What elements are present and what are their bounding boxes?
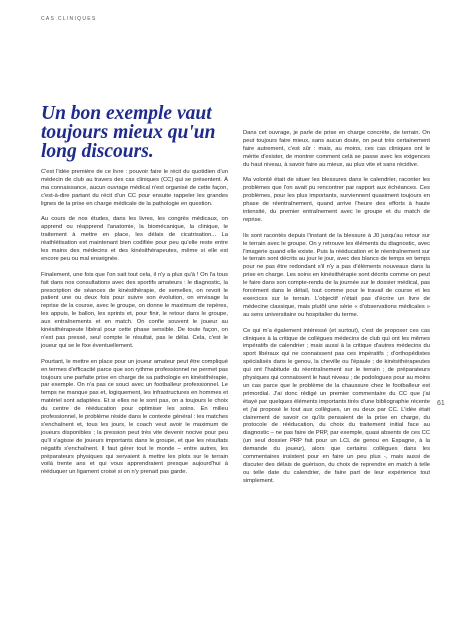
paragraph: Au cours de nos études, dans les livres, les congrès médicaux, on apprend ou réapprend l'anatomie, la biomécanique, la clinique, le traitement à mettre en place, les délais de cicatrisation... La réathlétisation est maintenant bien codifiée pour peu qu'elle reste entre les mains des médecins et des kinésithérapeutes, même si elle est encore peu ou mal enseignée. — [41, 216, 228, 262]
paragraph: Ce qui m'a également intéressé (et surtout), c'est de proposer ces cas cliniques à la critique de collègues médecins de club qui ont les mêmes impératifs de calendrier ; mais aussi à la critique d'autres médecins du sport libéraux qui ne connaissent pas ces impératifs ; d'orthopédistes spécialisés dans le genou, la cheville ou l'épaule ; de kinésithérapeutes qui ont l'habitude du réentraînement sur le terrain ; de préparateurs physiques qui connaissent le haut niveau ; de podologues pour au moins un cas parce que le problème de la chaussure chez le footballeur est primordial. J'ai donc rédigé un premier commentaire du CC que j'ai étayé par quelques éléments importants tirés d'une bibliographie récente et j'ai proposé le tout aux collègues, un ou deux par CC. L'idée était clairement de savoir ce qu'ils pensaient de la prise en charge, du protocole de rééducation, du choix du traitement initial face au diagnostic – ne pas faire de PRP, par exemple, quasi absents de ces CC (un seul dossier PRP fait pour un LCL de genou en Espagne, à la demande du joueur), alors que certains collègues dans les commentaires insistent pour en faire un peu plus -, mais aussi de discuter des délais de guérison, du choix de reprendre en match à telle ou telle date du calendrier, de faire part de leur expérience tout simplement. — [243, 327, 430, 484]
right-column — [243, 130, 430, 494]
paragraph: Ma volonté était de situer les blessures dans le calendrier, raconter les problèmes que l'on avait pu rencontrer par rapport aux échéances. Ces problèmes, pour les plus importants, surviennent quasiment toujours en phase de réentraînement, quand arrive l'heure des efforts à haute intensité, du premier entraînement avec le groupe et du match de reprise. — [243, 177, 430, 223]
section-header: CAS CLINIQUES — [41, 16, 97, 22]
paragraph: Pourtant, le mettre en place pour un joueur amateur peut être compliqué en termes d'efficacité parce que son rythme professionnel ne permet pas toujours une parfaite prise en charge de sa pathologie en kinésithérapie, par exemple. On n'a pas ce souci avec un footballeur professionnel. Le temps ne manque pas et, logiquement, les infrastructures en hommes et matériel sont adaptées. Et si elles ne le sont pas, on a toujours le choix du centre de rééducation pour optimiser les soins. En milieu professionnel, le problème réside dans le contexte général : les matches s'enchaînent et, tous les jours, le coach veut avoir le maximum de joueurs disponibles ; la pression peut très vite devenir nocive pour peu qu'il s'agisse de joueurs importants dans le groupe, et que les résultats négatifs s'enchaînent. Il faut gérer tout le monde – entre autres, les préparateurs physiques qui servaient à mettre les plots sur le terrain voilà trente ans et qui vous apprendraient presque aujourd'hui à rééduquer un ligament croisé si on n'y prenait pas garde. — [41, 358, 228, 476]
page-title: Un bon exemple vaut toujours mieux qu'un long discours. — [41, 103, 216, 162]
paragraph: Ils sont racontés depuis l'instant de la blessure à J0 jusqu'au retour sur le terrain avec le groupe. On y retrouve les éléments du diagnostic, avec l'imagerie quand elle existe. Puis la rééducation et le réentraînement sur le terrain sont décrits au jour le jour, avec des blancs de temps en temps pour ne pas être redondant s'il n'y a pas d'éléments nouveaux dans la prise en charge. Les soins en kinésithérapie sont décrits comme on peut le faire dans son compte-rendu de la journée sur le dossier médical, pas forcément dans le détail, tout comme pour le travail de course et les exercices sur le terrain. L'objectif n'était pas d'écrire un livre de médecine classique, mais plutôt une série « d'observations médicales » au sens universitaire ou hospitalier du terme. — [243, 232, 430, 318]
left-column — [41, 169, 228, 485]
paragraph: C'est l'idée première de ce livre : pouvoir faire le récit du quotidien d'un médecin de club au travers des cas cliniques (CC) qui se présentent. À ma connaissance, aucun ouvrage médical n'est organisé de cette façon, c'est-à-dire partant du récit d'un CC pour ensuite rappeler les grandes lignes de la prise en charge médicale de la pathologie en question. — [41, 169, 228, 207]
paragraph: Dans cet ouvrage, je parle de prise en charge concrète, de terrain. On peut toujours faire mieux, sans aucun doute, on peut très certainement faire autrement, c'est sûr : mais, au moins, ces cas cliniques ont le mérite d'exister, de montrer comment celà se passe avec les exigences du haut niveau, à savoir faire au mieux, au plus vite et sans récidive. — [243, 130, 430, 168]
paragraph: Finalement, une fois que l'on sait tout cela, il n'y a plus qu'à ! On l'a tous fait dans nos consultations avec des sportifs amateurs : le diagnostic, la prescription de séances de kinésithérapie, de semelles, on revoit le patient une ou deux fois pour suivre son évolution, on envisage la reprise de la course, avec le groupe, on donne le maximum de repères, les appuis, le ballon, les sprints et, pour finir, le retour dans le groupe, aux entraînements et en match. On confie souvent le joueur au kinésithérapeute libéral pour cette phase sensible. De toute façon, on n'est pas pressé, seul compte le résultat, pas le délai. Cela, c'est le joueur qui se le fixe éventuellement. — [41, 271, 228, 349]
page-number: 61 — [437, 400, 445, 407]
